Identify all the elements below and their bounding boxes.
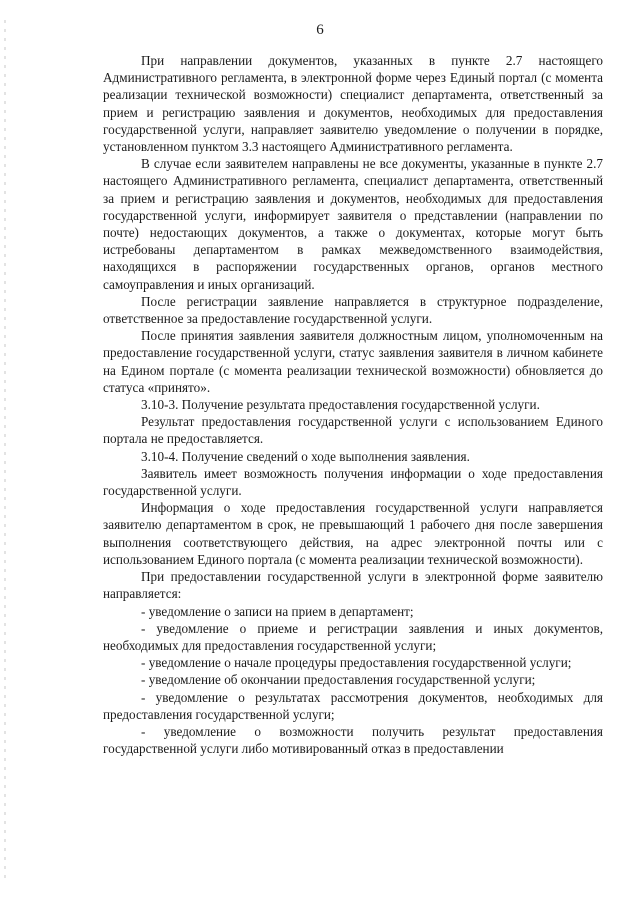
list-item: - уведомление об окончании предоставления государственной услуги; [141,672,536,688]
list-item: - уведомление о приеме и регистрации заявления и иных документов, необходимых для предоставления государственной услуги; [103,620,603,653]
section-heading: 3.10-4. Получение сведений о ходе выполнения заявления. [141,448,470,464]
paragraph: При предоставлении государственной услуги в электронной форме заявителю направляется: [103,569,603,602]
paragraph: В случае если заявителем направлены не все документы, указанные в пункте 2.7 настоящего Административного регламента, специалист департамента, ответственный за прием и регистрацию заявления и документов, необходимых для предоставления государственной услуги, информирует заявителя о представлении (направлении по почте) недостающих документов, а также о документах, которые могут быть истребованы департаментом в рамках межведомственного взаимодействия, находящихся в распоряжении государственных органов, органов местного самоуправления и иных организаций. [103,156,603,292]
paragraph: После принятия заявления заявителя должностным лицом, уполномоченным на предоставление государственной услуги, статус заявления заявителя в личном кабинете на Едином портале (с момента реализации технической возможности) обновляется до статуса «принято». [103,328,603,395]
paragraph: После регистрации заявление направляется в структурное подразделение, ответственное за предоставление государственной услуги. [103,293,603,327]
paragraph: Заявитель имеет возможность получения информации о ходе предоставления государственной услуги. [103,465,603,499]
list-item: - уведомление о возможности получить результат предоставления государственной услуги либо мотивированный отказ в предоставлении [103,723,603,757]
document-body [103,52,603,757]
paragraph: Информация о ходе предоставления государственной услуги направляется заявителю департаментом в срок, не превышающий 1 рабочего дня после завершения выполнения соответствующего действия, на адрес электронной почты или с использованием Единого портала (с момента реализации технической возможности). [103,500,603,567]
page-number: 6 [316,22,324,38]
paragraph: При направлении документов, указанных в пункте 2.7 настоящего Административного регламента, в электронной форме через Единый портал (с момента реализации технической возможности) специалист департамента, ответственный за прием и регистрацию заявления и документов, необходимых для предоставления государственной услуги, направляет заявителю уведомление о получении в порядке, установленном пунктом 3.3 настоящего Административного регламента. [103,53,603,155]
section-heading: 3.10-3. Получение результата предоставления государственной услуги. [141,397,540,413]
list-item: - уведомление о результатах рассмотрения документов, необходимых для предоставления государственной услуги; [103,689,603,722]
list-item: - уведомление о начале процедуры предоставления государственной услуги; [141,655,572,671]
paragraph: Результат предоставления государственной услуги с использованием Единого портала не предоставляется. [103,414,603,447]
scan-edge-mark [4,20,6,880]
list-item: - уведомление о записи на прием в департамент; [141,603,414,619]
